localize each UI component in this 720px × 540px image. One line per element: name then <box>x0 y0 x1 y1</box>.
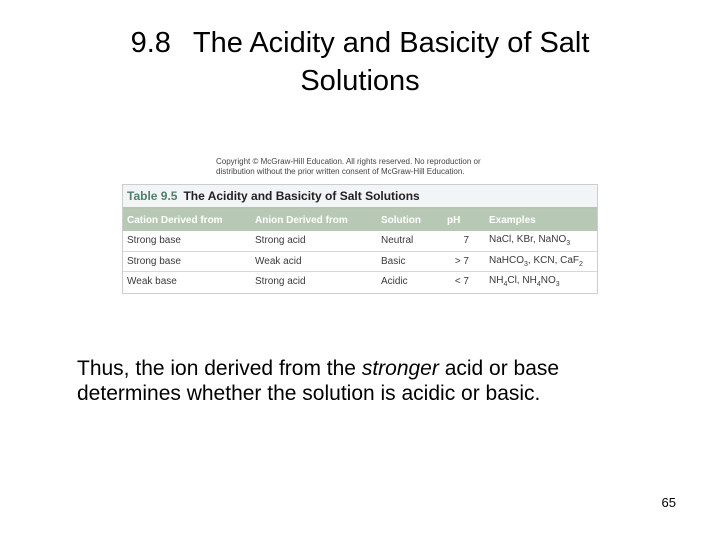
table-number: Table 9.5 <box>127 189 178 203</box>
cell-solution: Acidic <box>381 275 408 287</box>
section-number: 9.8 <box>130 27 171 59</box>
table-row <box>123 251 597 271</box>
body-text-end: acid or base determines whether the solution is acidic or basic. <box>77 357 560 405</box>
body-text-emphasis: stronger <box>361 357 439 380</box>
slide-title <box>60 24 660 100</box>
slide-title-line1 <box>60 24 660 62</box>
cell-anion: Strong acid <box>255 275 306 287</box>
cell-cation: Strong base <box>123 231 251 251</box>
column-header-ph: pH <box>447 214 461 226</box>
cell-anion: Strong acid <box>251 231 377 251</box>
copyright-line: distribution without the prior written consent of McGraw-Hill Education. <box>216 167 465 176</box>
table-header-row <box>123 209 597 231</box>
cell-examples: NaHCO$_3$, KCN, CaF$_2$ <box>479 251 597 271</box>
cell-cation: Strong base <box>123 251 251 271</box>
copyright-line: Copyright © McGraw-Hill Education. All rights reserved. No reproduction or <box>216 157 481 166</box>
cell-examples: NaCl, KBr, NaNO$_3$ <box>479 231 597 251</box>
cell-cation: Weak base <box>127 275 177 287</box>
title-text: The Acidity and Basicity of Salt <box>192 27 590 59</box>
cell-solution: Basic <box>377 251 443 271</box>
table-figure <box>122 184 598 294</box>
cell-ph: 7 <box>443 231 479 251</box>
column-header-cation: Cation Derived from <box>127 214 223 226</box>
table-title: The Acidity and Basicity of Salt Solutions <box>183 189 420 203</box>
column-header-anion: Anion Derived from <box>255 214 348 226</box>
page-number: 65 <box>661 495 676 510</box>
cell-examples: $NH_4Cl$, $NH_4NO_3$ <box>489 274 560 288</box>
body-paragraph <box>77 356 637 406</box>
column-header-examples: Examples <box>489 214 536 226</box>
cell-solution: Neutral <box>377 231 443 251</box>
cell-ph: > 7 <box>443 251 479 271</box>
cell-ph: < 7 <box>454 275 469 287</box>
body-text-start: Thus, the ion derived from the <box>77 357 362 380</box>
table-caption <box>123 185 597 209</box>
salt-solutions-table <box>123 209 597 291</box>
copyright-notice <box>216 157 526 177</box>
slide-title-line2: Solutions <box>300 65 420 97</box>
table-row <box>123 271 597 291</box>
column-header-solution: Solution <box>381 214 421 226</box>
cell-anion: Weak acid <box>251 251 377 271</box>
table-row <box>123 231 597 251</box>
